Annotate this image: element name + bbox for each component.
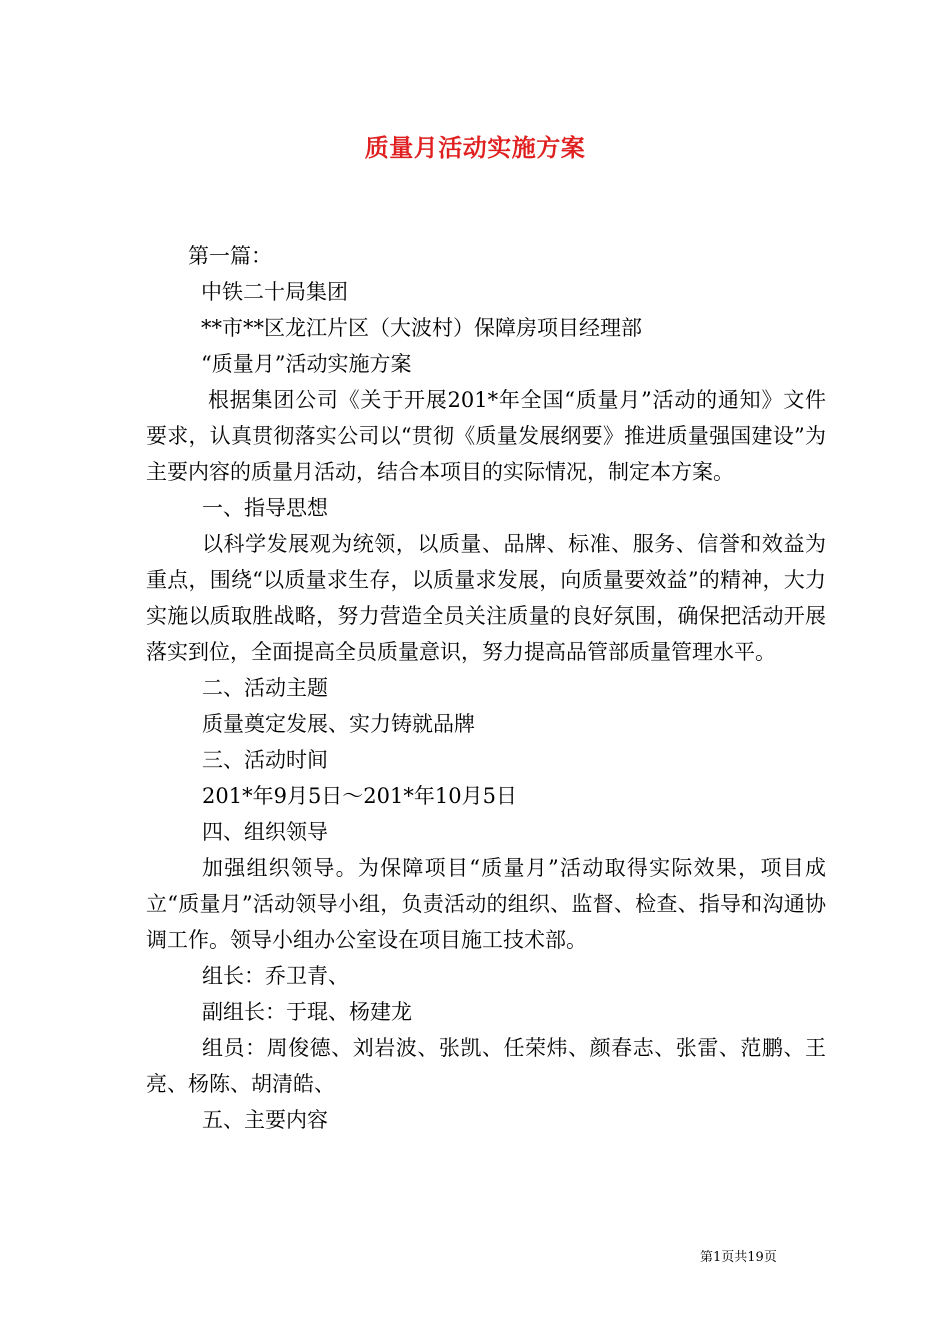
leadership-paragraph: 加强组织领导。为保障项目“质量月”活动取得实际效果，项目成立“质量月”活动领导小组，负责活动的组织、监督、检查、指导和沟通协调工作。领导小组办公室设在项目施工技术部。 [146,856,826,952]
heading-time: 三、活动时间 [202,748,328,772]
plan-name: “质量月”活动实施方案 [201,352,412,376]
dept-name: **市**区龙江片区（大波村）保障房项目经理部 [201,316,642,340]
document-body [146,238,826,1138]
heading-leadership: 四、组织领导 [202,820,328,844]
heading-guiding-ideology: 一、指导思想 [202,496,328,520]
leader-line: 组长：乔卫青、 [202,964,349,988]
section-label: 第一篇： [188,244,272,268]
heading-main-content: 五、主要内容 [202,1108,328,1132]
page-number-footer: 第1页共19页 [700,1250,777,1265]
theme-text: 质量奠定发展、实力铸就品牌 [202,712,475,736]
time-text: 201*年9月5日～201*年10月5日 [202,784,517,808]
deputy-leader-line: 副组长：于琨、杨建龙 [202,1000,412,1024]
guiding-ideology-paragraph: 以科学发展观为统领，以质量、品牌、标准、服务、信誉和效益为重点，围绕“以质量求生存，以质量求发展，向质量要效益”的精神，大力实施以质取胜战略，努力营造全员关注质量的良好氛围，确保把活动开展落实到位，全面提高全员质量意识，努力提高品管部质量管理水平。 [146,532,826,664]
intro-paragraph: 根据集团公司《关于开展201*年全国“质量月”活动的通知》文件要求，认真贯彻落实公司以“贯彻《质量发展纲要》推进质量强国建设”为主要内容的质量月活动，结合本项目的实际情况，制定本方案。 [146,388,826,484]
document-title: 质量月活动实施方案 [364,133,586,162]
org-name: 中铁二十局集团 [201,280,348,304]
members-line: 组员：周俊德、刘岩波、张凯、任荣炜、颜春志、张雷、范鹏、王亮、杨陈、胡清皓、 [146,1036,826,1096]
heading-theme: 二、活动主题 [202,676,328,700]
